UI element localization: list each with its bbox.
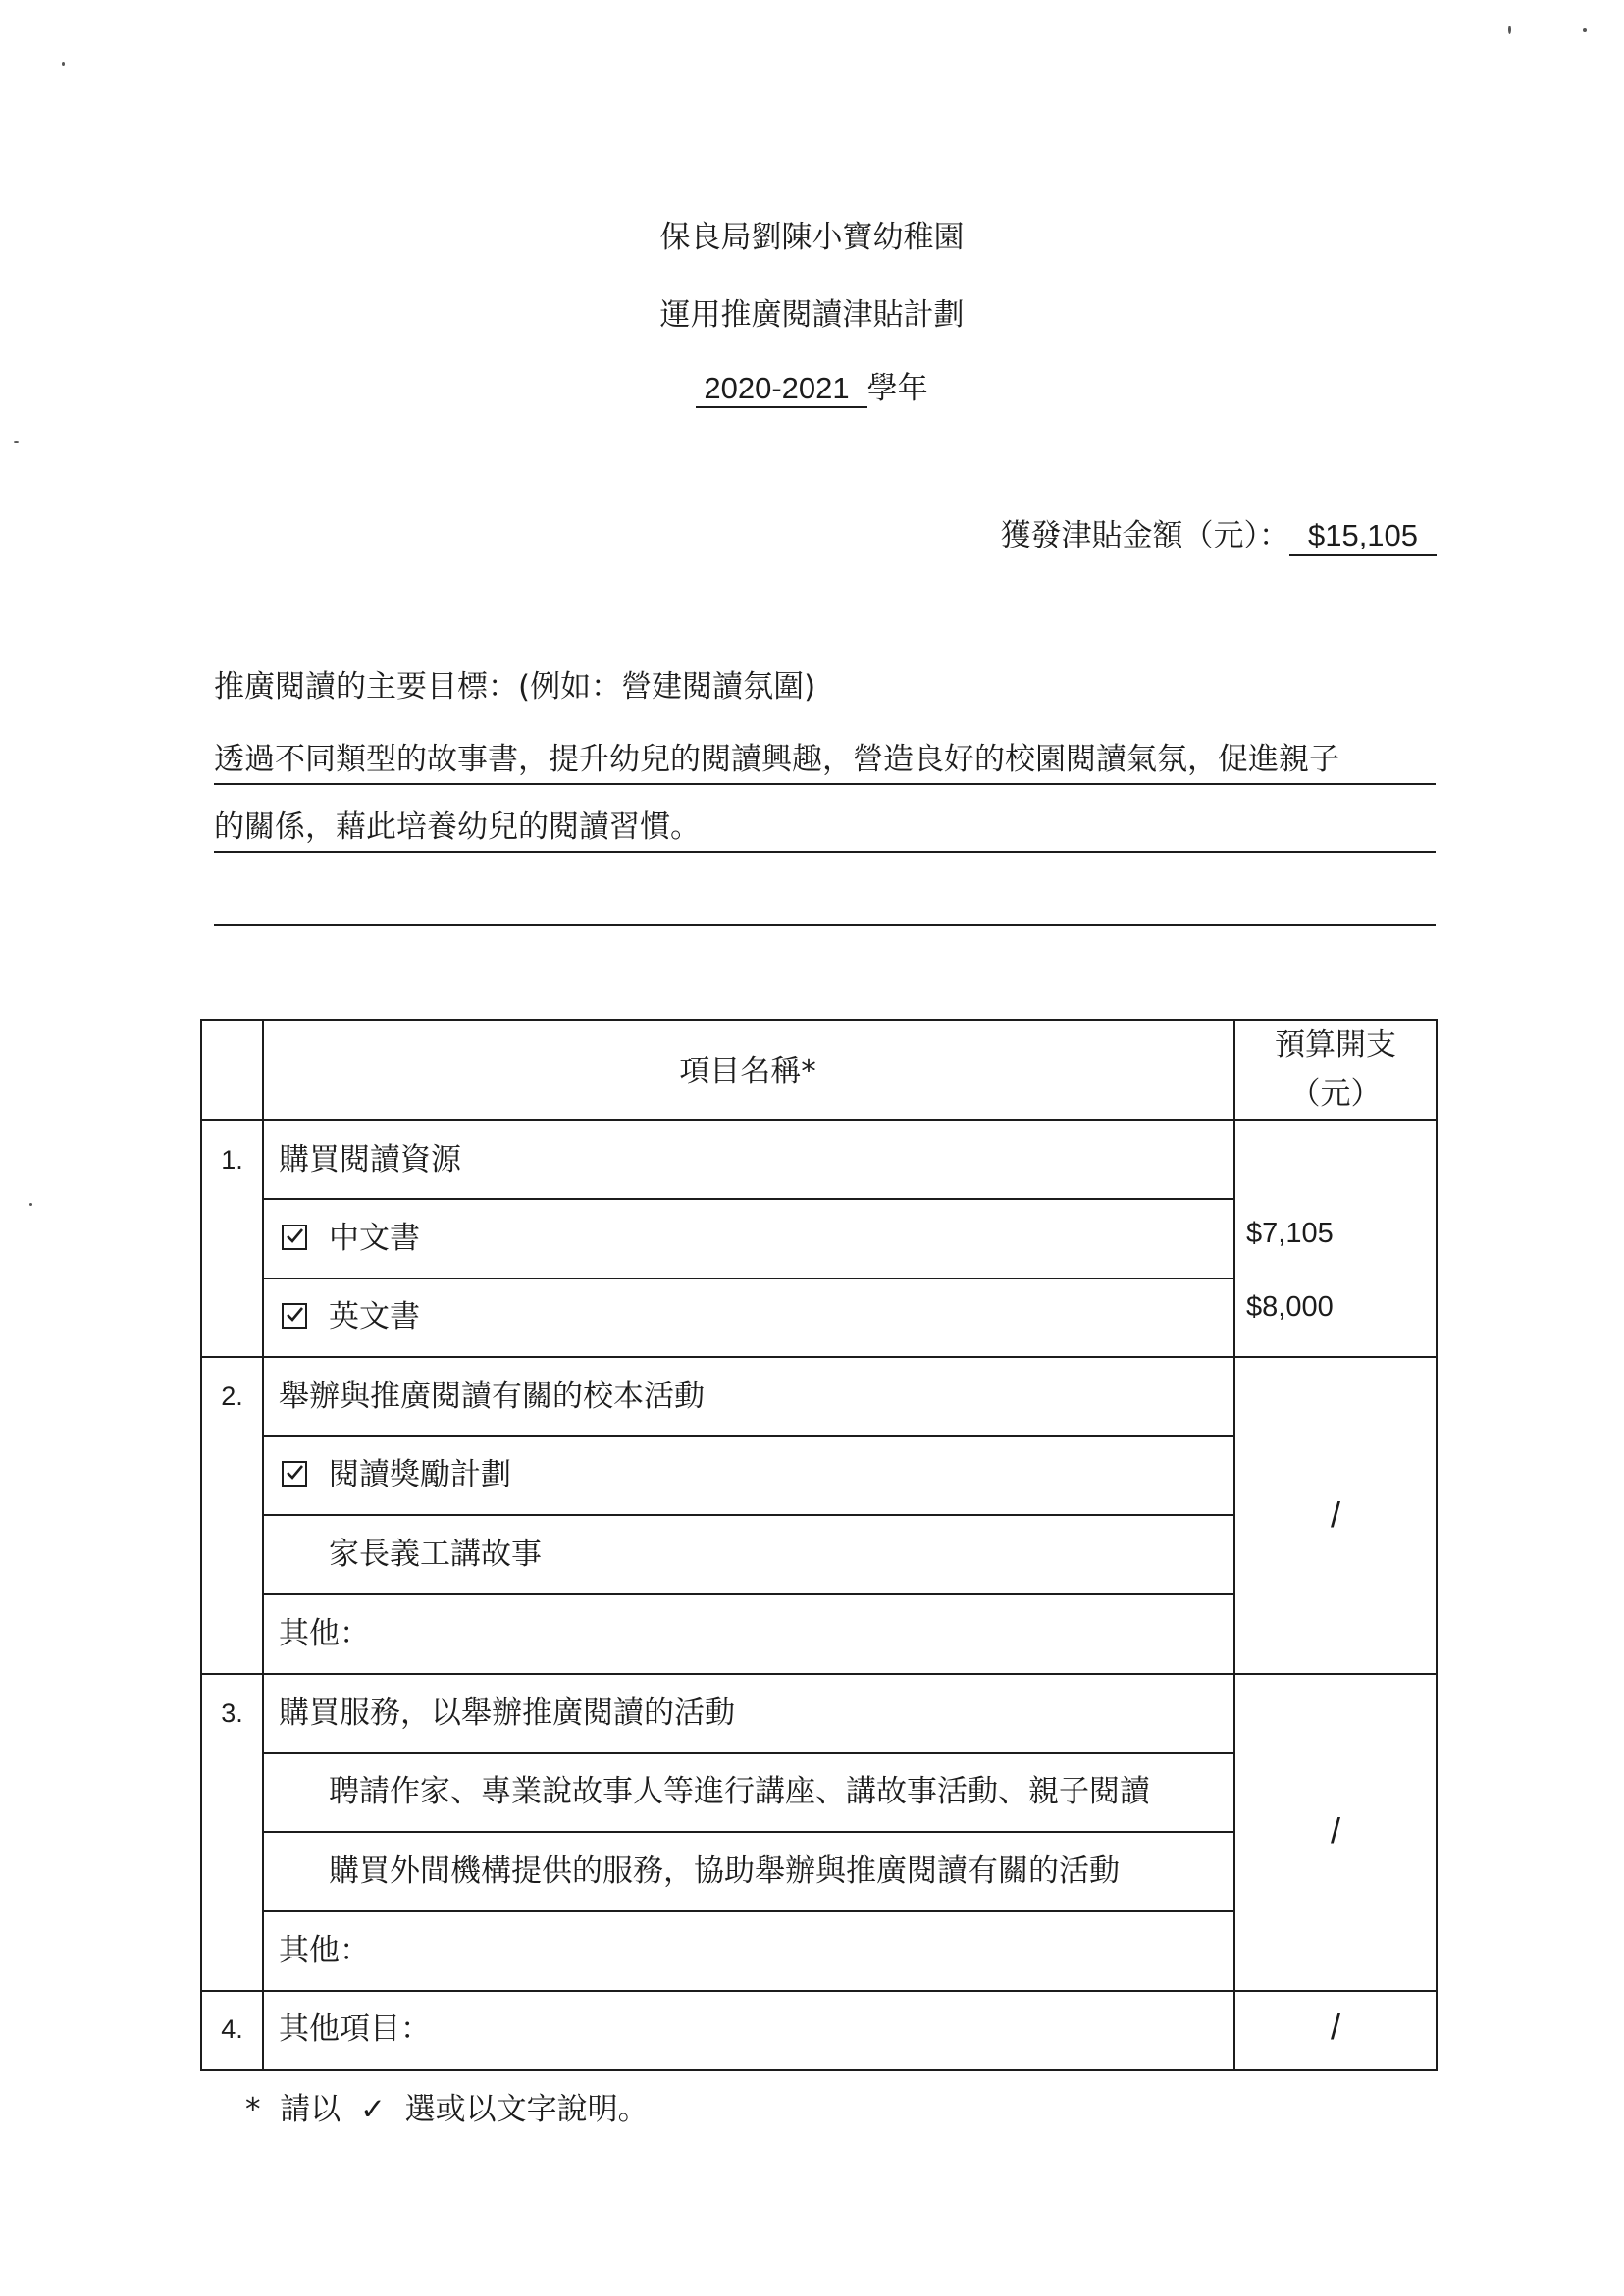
section-budget: / — [1330, 1494, 1340, 1535]
item-label: 英文書 — [329, 1299, 420, 1334]
grant-amount: $15,105 — [1289, 517, 1437, 556]
section-number: 3. — [221, 1698, 243, 1728]
other-label: 其他： — [279, 1616, 370, 1651]
row-divider — [262, 1752, 1235, 1754]
grant-label: 獲發津貼金額（元）： — [1000, 518, 1289, 553]
item-label: 聘請作家、專業說故事人等進行講座、講故事活動、親子閱讀 — [329, 1774, 1150, 1809]
header-item-name: 項目名稱* — [679, 1054, 816, 1089]
row-divider — [262, 1278, 1235, 1279]
header-budget-line2: （元） — [1289, 1076, 1382, 1112]
section-title: 其他項目： — [279, 2011, 431, 2047]
item-budget: $8,000 — [1246, 1291, 1334, 1323]
item-budget: $7,105 — [1246, 1218, 1334, 1249]
section-number: 1. — [221, 1145, 243, 1174]
scan-speck — [62, 62, 65, 66]
school-name: 保良局劉陳小寶幼稚園 — [659, 220, 965, 255]
objective-label: 推廣閱讀的主要目標：(例如：營建閱讀氛圍) — [214, 669, 816, 704]
other-label: 其他： — [279, 1933, 370, 1968]
school-year: 2020-2021 — [696, 371, 866, 408]
grant-amount-row — [1001, 514, 1438, 557]
table-border-bottom — [200, 2069, 1438, 2071]
table-border-right — [1436, 1019, 1438, 2071]
scan-speck — [14, 441, 19, 443]
checked-box-icon — [282, 1461, 307, 1487]
school-year-line — [0, 369, 1624, 408]
table-header-divider — [200, 1119, 1438, 1121]
item-label: 家長義工講故事 — [329, 1537, 542, 1572]
item-label: 中文書 — [329, 1221, 420, 1256]
table-divider-number — [262, 1019, 264, 2071]
scan-speck — [1508, 26, 1511, 34]
section-divider — [200, 1673, 1438, 1675]
section-number: 2. — [221, 1382, 243, 1411]
header-budget-line1: 預算開支 — [1275, 1027, 1396, 1063]
table-divider-budget — [1233, 1019, 1235, 2071]
row-divider — [262, 1593, 1235, 1595]
objective-line-1: 透過不同類型的故事書，提升幼兒的閱讀興趣，營造良好的校園閱讀氣氛，促進親子 — [214, 736, 1436, 785]
objective-line-2: 的關係，藉此培養幼兒的閱讀習慣。 — [214, 804, 1436, 853]
section-divider — [200, 1356, 1438, 1358]
row-divider — [262, 1198, 1235, 1200]
checked-box-icon — [282, 1303, 307, 1329]
tick-icon: ✓ — [359, 2092, 386, 2127]
footnote — [245, 2090, 649, 2129]
row-divider — [262, 1910, 1235, 1912]
item-label: 閱讀獎勵計劃 — [329, 1457, 511, 1492]
row-divider — [262, 1514, 1235, 1516]
plan-title: 運用推廣閱讀津貼計劃 — [659, 297, 965, 333]
item-label: 購買外間機構提供的服務，協助舉辦與推廣閱讀有關的活動 — [329, 1853, 1120, 1889]
scan-speck — [1583, 28, 1587, 32]
checked-box-icon — [282, 1225, 307, 1250]
section-divider — [200, 1990, 1438, 1992]
footnote-suffix: 選或以文字說明。 — [404, 2092, 649, 2127]
row-divider — [262, 1831, 1235, 1833]
objective-line-3 — [214, 877, 1436, 926]
footnote-prefix: 請以 — [280, 2092, 341, 2127]
section-budget: / — [1330, 1810, 1340, 1851]
table-border-top — [200, 1019, 1438, 1021]
section-title: 購買服務，以舉辦推廣閱讀的活動 — [279, 1696, 735, 1731]
section-title: 購買閱讀資源 — [279, 1142, 461, 1177]
section-title: 舉辦與推廣閱讀有關的校本活動 — [279, 1379, 705, 1414]
scan-speck — [29, 1203, 32, 1206]
section-budget: / — [1330, 2007, 1340, 2047]
row-divider — [262, 1435, 1235, 1437]
school-year-suffix: 學年 — [866, 371, 928, 406]
section-number: 4. — [221, 2014, 243, 2044]
footnote-asterisk: * — [245, 2092, 261, 2127]
